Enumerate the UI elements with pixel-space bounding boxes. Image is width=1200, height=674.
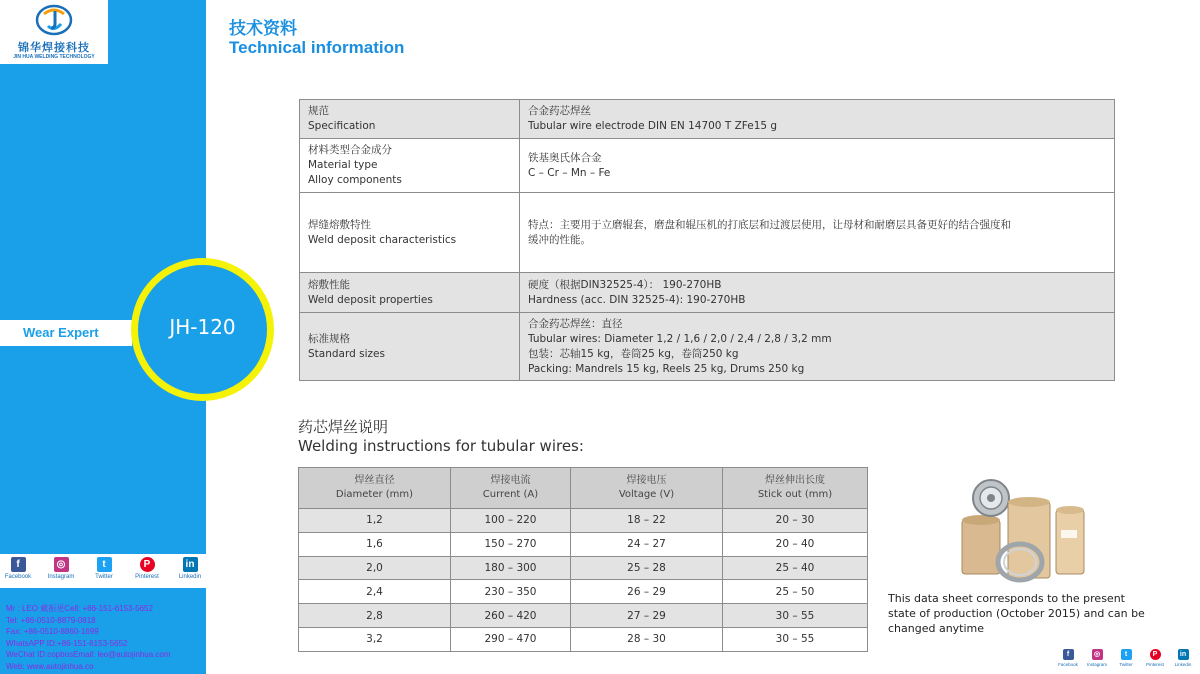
twitter-link-small[interactable] (1111, 649, 1141, 667)
facebook-link[interactable] (0, 557, 38, 580)
cell-voltage: 28 – 30 (571, 627, 723, 651)
facebook-icon: f (1063, 649, 1074, 660)
instagram-label: Instagram (47, 574, 75, 580)
twitter-icon: t (1121, 649, 1132, 660)
contact-info (6, 603, 206, 673)
table-row (300, 139, 1115, 193)
table-row (300, 273, 1115, 313)
contact-line: Tel: +86-0510-8879-0818 (6, 615, 96, 625)
welding-title-cn: 药芯焊丝说明 (298, 418, 389, 436)
instagram-link-small[interactable] (1082, 649, 1112, 667)
pinterest-label: Pinterest (135, 574, 159, 580)
column-header-diameter: 焊丝直径 Diameter (mm) (299, 468, 451, 509)
table-row (299, 556, 868, 580)
spec-value: 硬度（根据DIN32525-4）： 190-270HB Hardness (acc. DIN 32525-4): 190-270HB (520, 273, 1115, 313)
contact-line: WhatsAPP ID:+86-151-6153-5652 (6, 638, 128, 648)
page-title-en: Technical information (229, 38, 405, 57)
contact-line: Mr : LEO 戴振更Cell: +86-151-6153-5652 (6, 604, 153, 613)
cell-current: 260 – 420 (451, 604, 571, 628)
instagram-icon: ◎ (54, 557, 69, 572)
cell-stickout: 25 – 40 (723, 556, 868, 580)
cell-voltage: 26 – 29 (571, 580, 723, 604)
table-row (299, 532, 868, 556)
company-logo (0, 0, 108, 64)
table-row (299, 580, 868, 604)
contact-line: WeChat ID:copbosEmail: leo@autojinhua.com (6, 650, 171, 660)
cell-voltage: 25 – 28 (571, 556, 723, 580)
spec-table (299, 99, 1115, 381)
facebook-label: Facebook (4, 574, 32, 580)
cell-diameter: 2,0 (299, 556, 451, 580)
spec-label: 焊缝熔敷特性 Weld deposit characteristics (300, 193, 520, 273)
pinterest-label: Pinterest (1146, 662, 1164, 667)
welding-table (298, 467, 868, 652)
contact-line: Fax: +86-0510-8860-1699 (6, 627, 99, 637)
cell-stickout: 20 – 30 (723, 509, 868, 533)
contact-line: Web: www.autojinhua.co (6, 661, 94, 671)
cell-stickout: 20 – 40 (723, 532, 868, 556)
note-line: changed anytime (888, 622, 985, 635)
spec-label: 标准规格 Standard sizes (300, 313, 520, 381)
cell-current: 150 – 270 (451, 532, 571, 556)
cell-stickout: 30 – 55 (723, 604, 868, 628)
cell-stickout: 30 – 55 (723, 627, 868, 651)
twitter-icon: t (97, 557, 112, 572)
cell-diameter: 1,6 (299, 532, 451, 556)
instagram-link[interactable] (41, 557, 81, 580)
table-row (299, 509, 868, 533)
datasheet-note (888, 591, 1158, 636)
twitter-label: Twitter (95, 574, 113, 580)
twitter-label: Twitter (1119, 662, 1133, 667)
spec-value: 合金药芯焊丝：直径 Tubular wires: Diameter 1,2 / 1,6 / 2,0 / 2,4 / 2,8 / 3,2 mm 包装：芯轴15 kg，卷筒25 kg，卷筒250 kg Packing: Mandrels 15 kg, Reels 25 kg, Drums 250 kg (520, 313, 1115, 381)
facebook-link-small[interactable] (1053, 649, 1083, 667)
facebook-icon: f (11, 557, 26, 572)
table-row (300, 100, 1115, 139)
table-row (300, 193, 1115, 273)
logo-name-en: JIN HUA WELDING TECHNOLOGY (13, 54, 95, 60)
column-header-current: 焊接电流 Current (A) (451, 468, 571, 509)
spec-label: 规范 Specification (300, 100, 520, 139)
table-header-row (299, 468, 868, 509)
linkedin-label: Linkedin (178, 574, 202, 580)
cell-stickout: 25 – 50 (723, 580, 868, 604)
pinterest-icon: P (140, 557, 155, 572)
column-header-stickout: 焊丝伸出长度 Stick out (mm) (723, 468, 868, 509)
spec-value: 铁基奥氏体合金 C – Cr – Mn – Fe (520, 139, 1115, 193)
linkedin-icon: in (183, 557, 198, 572)
cell-diameter: 3,2 (299, 627, 451, 651)
cell-voltage: 27 – 29 (571, 604, 723, 628)
facebook-label: Facebook (1058, 662, 1078, 667)
table-row (299, 604, 868, 628)
linkedin-link-small[interactable] (1168, 649, 1198, 667)
welding-title-en: Welding instructions for tubular wires: (298, 437, 584, 455)
note-line: This data sheet corresponds to the present (888, 592, 1125, 605)
table-row (300, 313, 1115, 381)
cell-voltage: 18 – 22 (571, 509, 723, 533)
cell-current: 290 – 470 (451, 627, 571, 651)
cell-diameter: 2,8 (299, 604, 451, 628)
spec-label: 熔敷性能 Weld deposit properties (300, 273, 520, 313)
logo-emblem-icon (34, 4, 74, 36)
logo-name-cn: 锦华焊接科技 (18, 41, 90, 54)
page-title-cn: 技术资料 (229, 19, 297, 39)
pinterest-link-small[interactable] (1140, 649, 1170, 667)
spec-value: 特点：主要用于立磨辊套，磨盘和辊压机的打底层和过渡层使用，让母材和耐磨层具备更好的结合强度和 缓冲的性能。 (520, 193, 1115, 273)
cell-current: 100 – 220 (451, 509, 571, 533)
cell-diameter: 1,2 (299, 509, 451, 533)
tagline: Wear Expert (23, 325, 99, 340)
cell-diameter: 2,4 (299, 580, 451, 604)
instagram-label: Instagram (1086, 662, 1107, 667)
twitter-link[interactable] (84, 557, 124, 580)
spec-label: 材料类型合金成分 Material type Alloy components (300, 139, 520, 193)
cell-voltage: 24 – 27 (571, 532, 723, 556)
cell-current: 230 – 350 (451, 580, 571, 604)
spec-value: 合金药芯焊丝 Tubular wire electrode DIN EN 14700 T ZFe15 g (520, 100, 1115, 139)
pinterest-icon: P (1150, 649, 1161, 660)
product-packaging-image (958, 470, 1088, 585)
table-row (299, 627, 868, 651)
note-line: state of production (October 2015) and can be (888, 607, 1145, 620)
cell-current: 180 – 300 (451, 556, 571, 580)
instagram-icon: ◎ (1092, 649, 1103, 660)
linkedin-link[interactable] (170, 557, 210, 580)
product-code: JH-120 (169, 315, 236, 339)
linkedin-label: Linkedin (1174, 662, 1192, 667)
pinterest-link[interactable] (127, 557, 167, 580)
linkedin-icon: in (1178, 649, 1189, 660)
column-header-voltage: 焊接电压 Voltage (V) (571, 468, 723, 509)
